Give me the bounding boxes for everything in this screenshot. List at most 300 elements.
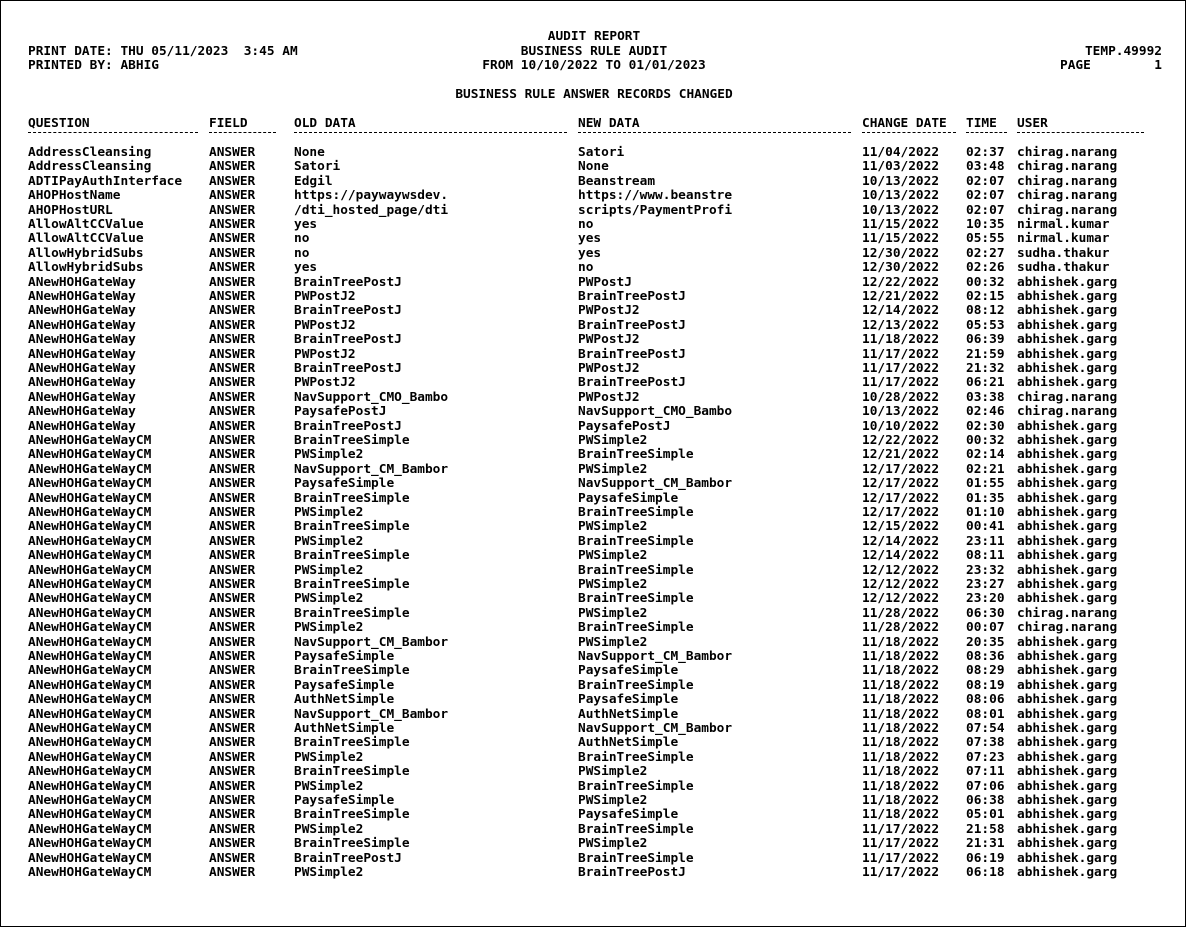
cell-old-data: NavSupport_CM_Bambor xyxy=(294,461,449,477)
cell-field: ANSWER xyxy=(209,519,256,535)
cell-time: 21:58 xyxy=(966,821,1005,837)
cell-time: 08:11 xyxy=(966,548,1005,564)
cell-old-data: PWSimple2 xyxy=(294,821,364,837)
cell-question: ANewHOHGateWayCM xyxy=(28,591,152,607)
cell-old-data: BrainTreeSimple xyxy=(294,548,410,564)
cell-question: AllowHybridSubs xyxy=(28,260,144,276)
cell-old-data: PWSimple2 xyxy=(294,505,364,520)
cell-change-date: 12/14/2022 xyxy=(862,548,940,564)
cell-new-data: BrainTreePostJ xyxy=(578,346,686,362)
cell-new-data: NavSupport_CMO_Bambo xyxy=(578,404,733,420)
cell-new-data: PWPostJ2 xyxy=(578,303,640,319)
cell-user: abhishek.garg xyxy=(1017,850,1118,866)
cell-old-data: Satori xyxy=(294,159,341,175)
cell-user: chirag.narang xyxy=(1017,188,1118,204)
cell-user: abhishek.garg xyxy=(1017,548,1118,564)
cell-time: 21:59 xyxy=(966,346,1005,362)
cell-question: AllowAltCCValue xyxy=(28,231,144,247)
cell-user: abhishek.garg xyxy=(1017,490,1118,506)
cell-new-data: PaysafePostJ xyxy=(578,418,671,434)
cell-old-data: PWSimple2 xyxy=(294,749,364,765)
cell-new-data: BrainTreePostJ xyxy=(578,289,686,304)
cell-field: ANSWER xyxy=(209,793,256,808)
table-row xyxy=(1,607,1185,621)
cell-old-data: PaysafeSimple xyxy=(294,793,395,808)
cell-old-data: BrainTreePostJ xyxy=(294,303,402,319)
cell-change-date: 11/04/2022 xyxy=(862,145,940,160)
cell-new-data: BrainTreeSimple xyxy=(578,677,694,693)
cell-change-date: 11/28/2022 xyxy=(862,605,940,621)
cell-field: ANSWER xyxy=(209,735,256,751)
cell-new-data: BrainTreeSimple xyxy=(578,620,694,636)
table-row xyxy=(1,636,1185,650)
cell-change-date: 10/13/2022 xyxy=(862,202,940,218)
cell-change-date: 11/17/2022 xyxy=(862,821,940,837)
cell-change-date: 10/13/2022 xyxy=(862,188,940,204)
cell-change-date: 12/21/2022 xyxy=(862,447,940,463)
table-row xyxy=(1,722,1185,736)
table-row xyxy=(1,693,1185,707)
cell-field: ANSWER xyxy=(209,807,256,823)
cell-user: abhishek.garg xyxy=(1017,346,1118,362)
column-divider xyxy=(28,132,198,139)
cell-new-data: PaysafeSimple xyxy=(578,807,679,823)
table-row xyxy=(1,780,1185,794)
cell-old-data: PWPostJ2 xyxy=(294,346,356,362)
cell-time: 23:11 xyxy=(966,533,1005,549)
cell-user: sudha.thakur xyxy=(1017,245,1110,261)
cell-field: ANSWER xyxy=(209,418,256,434)
cell-user: abhishek.garg xyxy=(1017,836,1118,852)
cell-user: abhishek.garg xyxy=(1017,749,1118,765)
cell-user: chirag.narang xyxy=(1017,159,1118,175)
cell-time: 05:01 xyxy=(966,807,1005,823)
cell-old-data: BrainTreeSimple xyxy=(294,836,410,852)
table-row xyxy=(1,160,1185,174)
cell-user: abhishek.garg xyxy=(1017,735,1118,751)
cell-user: abhishek.garg xyxy=(1017,375,1118,391)
cell-old-data: /dti_hosted_page/dti xyxy=(294,202,449,218)
cell-user: abhishek.garg xyxy=(1017,476,1118,492)
table-row xyxy=(1,664,1185,678)
cell-field: ANSWER xyxy=(209,173,256,189)
cell-field: ANSWER xyxy=(209,202,256,218)
cell-time: 08:36 xyxy=(966,649,1005,664)
cell-time: 07:11 xyxy=(966,764,1005,780)
cell-new-data: BrainTreeSimple xyxy=(578,821,694,837)
cell-time: 02:21 xyxy=(966,461,1005,477)
cell-new-data: https://www.beanstre xyxy=(578,188,733,204)
cell-time: 06:21 xyxy=(966,375,1005,391)
cell-field: ANSWER xyxy=(209,634,256,650)
column-header-field: FIELD xyxy=(209,116,248,131)
table-row xyxy=(1,852,1185,866)
table-row xyxy=(1,535,1185,549)
cell-question: ANewHOHGateWayCM xyxy=(28,850,152,866)
cell-change-date: 12/17/2022 xyxy=(862,476,940,492)
column-header-time: TIME xyxy=(966,116,997,131)
cell-new-data: NavSupport_CM_Bambor xyxy=(578,649,733,664)
cell-field: ANSWER xyxy=(209,821,256,837)
cell-change-date: 12/14/2022 xyxy=(862,533,940,549)
cell-time: 21:31 xyxy=(966,836,1005,852)
cell-old-data: BrainTreeSimple xyxy=(294,807,410,823)
cell-user: abhishek.garg xyxy=(1017,562,1118,578)
cell-new-data: BrainTreeSimple xyxy=(578,447,694,463)
table-row xyxy=(1,333,1185,347)
date-range: FROM 10/10/2022 TO 01/01/2023 xyxy=(482,58,706,73)
cell-field: ANSWER xyxy=(209,289,256,304)
cell-time: 06:30 xyxy=(966,605,1005,621)
cell-question: ANewHOHGateWay xyxy=(28,404,136,420)
cell-old-data: BrainTreeSimple xyxy=(294,433,410,448)
cell-field: ANSWER xyxy=(209,865,256,880)
table-row xyxy=(1,823,1185,837)
cell-time: 08:01 xyxy=(966,706,1005,722)
section-title: BUSINESS RULE ANSWER RECORDS CHANGED xyxy=(455,87,733,102)
table-row xyxy=(1,376,1185,390)
cell-user: abhishek.garg xyxy=(1017,778,1118,794)
cell-new-data: Satori xyxy=(578,145,625,160)
cell-field: ANSWER xyxy=(209,404,256,420)
cell-new-data: AuthNetSimple xyxy=(578,706,679,722)
table-row xyxy=(1,808,1185,822)
cell-field: ANSWER xyxy=(209,677,256,693)
cell-user: chirag.narang xyxy=(1017,145,1118,160)
cell-change-date: 12/17/2022 xyxy=(862,461,940,477)
table-row xyxy=(1,434,1185,448)
cell-time: 02:26 xyxy=(966,260,1005,276)
cell-change-date: 11/17/2022 xyxy=(862,850,940,866)
cell-user: abhishek.garg xyxy=(1017,505,1118,520)
cell-change-date: 12/12/2022 xyxy=(862,562,940,578)
cell-question: ANewHOHGateWay xyxy=(28,332,136,348)
cell-user: abhishek.garg xyxy=(1017,649,1118,664)
cell-time: 02:07 xyxy=(966,173,1005,189)
cell-question: ANewHOHGateWay xyxy=(28,317,136,333)
cell-time: 23:32 xyxy=(966,562,1005,578)
cell-new-data: BrainTreePostJ xyxy=(578,317,686,333)
report-subtitle: BUSINESS RULE AUDIT xyxy=(520,44,668,59)
cell-time: 06:38 xyxy=(966,793,1005,808)
cell-change-date: 11/18/2022 xyxy=(862,764,940,780)
cell-question: AHOPHostName xyxy=(28,188,121,204)
cell-time: 03:48 xyxy=(966,159,1005,175)
cell-old-data: no xyxy=(294,245,310,261)
table-row xyxy=(1,679,1185,693)
cell-change-date: 11/03/2022 xyxy=(862,159,940,175)
cell-time: 02:15 xyxy=(966,289,1005,304)
cell-question: AllowHybridSubs xyxy=(28,245,144,261)
cell-question: ANewHOHGateWayCM xyxy=(28,735,152,751)
cell-new-data: Beanstream xyxy=(578,173,656,189)
column-divider xyxy=(966,132,1007,139)
table-row xyxy=(1,592,1185,606)
cell-time: 23:27 xyxy=(966,577,1005,592)
cell-field: ANSWER xyxy=(209,375,256,391)
cell-question: ADTIPayAuthInterface xyxy=(28,173,183,189)
table-row xyxy=(1,866,1185,880)
cell-question: ANewHOHGateWayCM xyxy=(28,649,152,664)
table-row xyxy=(1,348,1185,362)
page-number: 1 xyxy=(1154,58,1162,73)
table-row xyxy=(1,218,1185,232)
cell-old-data: BrainTreeSimple xyxy=(294,519,410,535)
cell-old-data: PaysafePostJ xyxy=(294,404,387,420)
cell-question: ANewHOHGateWayCM xyxy=(28,677,152,693)
cell-user: abhishek.garg xyxy=(1017,764,1118,780)
cell-old-data: no xyxy=(294,231,310,247)
cell-field: ANSWER xyxy=(209,231,256,247)
cell-question: ANewHOHGateWayCM xyxy=(28,461,152,477)
cell-old-data: NavSupport_CM_Bambor xyxy=(294,634,449,650)
cell-new-data: yes xyxy=(578,231,602,247)
cell-change-date: 11/18/2022 xyxy=(862,677,940,693)
table-row xyxy=(1,549,1185,563)
table-row xyxy=(1,463,1185,477)
cell-user: abhishek.garg xyxy=(1017,692,1118,708)
table-row xyxy=(1,391,1185,405)
cell-time: 23:20 xyxy=(966,591,1005,607)
cell-old-data: AuthNetSimple xyxy=(294,692,395,708)
cell-old-data: BrainTreePostJ xyxy=(294,850,402,866)
cell-field: ANSWER xyxy=(209,749,256,765)
cell-time: 07:23 xyxy=(966,749,1005,765)
cell-field: ANSWER xyxy=(209,461,256,477)
cell-question: ANewHOHGateWayCM xyxy=(28,490,152,506)
cell-new-data: BrainTreePostJ xyxy=(578,375,686,391)
cell-old-data: BrainTreeSimple xyxy=(294,577,410,592)
cell-time: 02:46 xyxy=(966,404,1005,420)
table-row xyxy=(1,794,1185,808)
cell-question: ANewHOHGateWayCM xyxy=(28,519,152,535)
cell-change-date: 12/17/2022 xyxy=(862,505,940,520)
report-id: TEMP.49992 xyxy=(1084,44,1162,59)
table-row xyxy=(1,564,1185,578)
cell-change-date: 11/18/2022 xyxy=(862,692,940,708)
cell-user: abhishek.garg xyxy=(1017,821,1118,837)
cell-field: ANSWER xyxy=(209,260,256,276)
cell-field: ANSWER xyxy=(209,706,256,722)
table-row xyxy=(1,175,1185,189)
cell-new-data: PWSimple2 xyxy=(578,461,648,477)
cell-question: ANewHOHGateWay xyxy=(28,418,136,434)
table-row xyxy=(1,650,1185,664)
cell-user: abhishek.garg xyxy=(1017,591,1118,607)
table-row xyxy=(1,146,1185,160)
cell-user: abhishek.garg xyxy=(1017,418,1118,434)
cell-user: abhishek.garg xyxy=(1017,274,1118,290)
cell-question: ANewHOHGateWay xyxy=(28,346,136,362)
printed-by: PRINTED BY: ABHIG xyxy=(28,58,159,73)
table-row xyxy=(1,405,1185,419)
cell-old-data: PWSimple2 xyxy=(294,562,364,578)
table-row xyxy=(1,448,1185,462)
cell-change-date: 12/22/2022 xyxy=(862,274,940,290)
table-row xyxy=(1,736,1185,750)
cell-field: ANSWER xyxy=(209,317,256,333)
cell-time: 02:37 xyxy=(966,145,1005,160)
cell-new-data: None xyxy=(578,159,609,175)
cell-old-data: https://paywaywsdev. xyxy=(294,188,449,204)
cell-old-data: PWSimple2 xyxy=(294,447,364,463)
cell-change-date: 11/18/2022 xyxy=(862,735,940,751)
cell-change-date: 10/13/2022 xyxy=(862,404,940,420)
cell-field: ANSWER xyxy=(209,188,256,204)
cell-new-data: PWPostJ2 xyxy=(578,389,640,405)
cell-question: ANewHOHGateWayCM xyxy=(28,505,152,520)
cell-question: ANewHOHGateWayCM xyxy=(28,807,152,823)
cell-change-date: 12/30/2022 xyxy=(862,260,940,276)
cell-change-date: 12/12/2022 xyxy=(862,577,940,592)
cell-field: ANSWER xyxy=(209,245,256,261)
cell-old-data: NavSupport_CMO_Bambo xyxy=(294,389,449,405)
cell-user: nirmal.kumar xyxy=(1017,231,1110,247)
column-divider xyxy=(294,132,567,139)
column-header-change-date: CHANGE DATE xyxy=(862,116,947,131)
cell-user: chirag.narang xyxy=(1017,202,1118,218)
table-row xyxy=(1,247,1185,261)
cell-question: ANewHOHGateWayCM xyxy=(28,778,152,794)
cell-change-date: 12/17/2022 xyxy=(862,490,940,506)
column-header-question: QUESTION xyxy=(28,116,90,131)
cell-time: 00:41 xyxy=(966,519,1005,535)
cell-field: ANSWER xyxy=(209,433,256,448)
cell-time: 00:32 xyxy=(966,433,1005,448)
cell-field: ANSWER xyxy=(209,577,256,592)
table-row xyxy=(1,189,1185,203)
table-row xyxy=(1,506,1185,520)
cell-question: AddressCleansing xyxy=(28,145,152,160)
cell-question: ANewHOHGateWayCM xyxy=(28,605,152,621)
cell-change-date: 11/15/2022 xyxy=(862,231,940,247)
cell-field: ANSWER xyxy=(209,692,256,708)
cell-old-data: BrainTreeSimple xyxy=(294,605,410,621)
cell-time: 20:35 xyxy=(966,634,1005,650)
cell-user: abhishek.garg xyxy=(1017,519,1118,535)
cell-field: ANSWER xyxy=(209,605,256,621)
cell-time: 08:06 xyxy=(966,692,1005,708)
cell-user: chirag.narang xyxy=(1017,389,1118,405)
cell-new-data: PWSimple2 xyxy=(578,793,648,808)
cell-time: 03:38 xyxy=(966,389,1005,405)
cell-old-data: PWSimple2 xyxy=(294,778,364,794)
table-row xyxy=(1,477,1185,491)
cell-time: 05:55 xyxy=(966,231,1005,247)
cell-old-data: PWSimple2 xyxy=(294,865,364,880)
cell-time: 06:19 xyxy=(966,850,1005,866)
table-row xyxy=(1,204,1185,218)
cell-field: ANSWER xyxy=(209,217,256,232)
cell-new-data: scripts/PaymentProfi xyxy=(578,202,733,218)
cell-time: 08:12 xyxy=(966,303,1005,319)
cell-new-data: PWPostJ2 xyxy=(578,361,640,376)
cell-time: 02:30 xyxy=(966,418,1005,434)
cell-new-data: BrainTreeSimple xyxy=(578,562,694,578)
cell-new-data: BrainTreePostJ xyxy=(578,865,686,880)
cell-old-data: yes xyxy=(294,217,318,232)
cell-time: 07:54 xyxy=(966,721,1005,736)
cell-field: ANSWER xyxy=(209,159,256,175)
cell-field: ANSWER xyxy=(209,490,256,506)
cell-user: abhishek.garg xyxy=(1017,289,1118,304)
cell-user: chirag.narang xyxy=(1017,173,1118,189)
column-divider xyxy=(862,132,956,139)
cell-user: abhishek.garg xyxy=(1017,317,1118,333)
cell-change-date: 11/18/2022 xyxy=(862,778,940,794)
cell-question: ANewHOHGateWayCM xyxy=(28,793,152,808)
cell-old-data: PaysafeSimple xyxy=(294,476,395,492)
table-row xyxy=(1,261,1185,275)
cell-time: 01:55 xyxy=(966,476,1005,492)
cell-old-data: PaysafeSimple xyxy=(294,649,395,664)
cell-old-data: PaysafeSimple xyxy=(294,677,395,693)
cell-question: ANewHOHGateWayCM xyxy=(28,562,152,578)
table-row xyxy=(1,319,1185,333)
cell-user: abhishek.garg xyxy=(1017,361,1118,376)
cell-change-date: 12/12/2022 xyxy=(862,591,940,607)
table-row xyxy=(1,362,1185,376)
cell-new-data: PWPostJ xyxy=(578,274,632,290)
cell-new-data: PWSimple2 xyxy=(578,548,648,564)
cell-change-date: 12/22/2022 xyxy=(862,433,940,448)
cell-new-data: NavSupport_CM_Bambor xyxy=(578,721,733,736)
column-header-new-data: NEW DATA xyxy=(578,116,640,131)
cell-change-date: 12/30/2022 xyxy=(862,245,940,261)
column-divider xyxy=(1017,132,1144,139)
cell-old-data: NavSupport_CM_Bambor xyxy=(294,706,449,722)
table-row xyxy=(1,492,1185,506)
cell-change-date: 12/15/2022 xyxy=(862,519,940,535)
cell-question: ANewHOHGateWayCM xyxy=(28,706,152,722)
cell-change-date: 10/13/2022 xyxy=(862,173,940,189)
cell-question: ANewHOHGateWayCM xyxy=(28,865,152,880)
cell-old-data: PWPostJ2 xyxy=(294,317,356,333)
cell-user: chirag.narang xyxy=(1017,620,1118,636)
cell-old-data: BrainTreeSimple xyxy=(294,735,410,751)
cell-change-date: 11/17/2022 xyxy=(862,375,940,391)
cell-time: 08:19 xyxy=(966,677,1005,693)
cell-new-data: PWSimple2 xyxy=(578,836,648,852)
cell-field: ANSWER xyxy=(209,778,256,794)
cell-time: 05:53 xyxy=(966,317,1005,333)
table-row xyxy=(1,621,1185,635)
table-row xyxy=(1,708,1185,722)
cell-change-date: 12/21/2022 xyxy=(862,289,940,304)
cell-user: abhishek.garg xyxy=(1017,461,1118,477)
cell-new-data: no xyxy=(578,260,594,276)
cell-question: ANewHOHGateWayCM xyxy=(28,764,152,780)
cell-question: ANewHOHGateWay xyxy=(28,303,136,319)
cell-old-data: BrainTreeSimple xyxy=(294,663,410,679)
cell-question: AddressCleansing xyxy=(28,159,152,175)
cell-time: 02:07 xyxy=(966,188,1005,204)
cell-question: ANewHOHGateWay xyxy=(28,361,136,376)
cell-time: 01:10 xyxy=(966,505,1005,520)
cell-time: 02:27 xyxy=(966,245,1005,261)
cell-question: ANewHOHGateWayCM xyxy=(28,476,152,492)
cell-change-date: 11/28/2022 xyxy=(862,620,940,636)
cell-question: ANewHOHGateWayCM xyxy=(28,533,152,549)
cell-field: ANSWER xyxy=(209,620,256,636)
cell-question: ANewHOHGateWayCM xyxy=(28,663,152,679)
page-label: PAGE xyxy=(1060,58,1091,73)
cell-question: ANewHOHGateWay xyxy=(28,289,136,304)
cell-user: abhishek.garg xyxy=(1017,447,1118,463)
cell-new-data: PWSimple2 xyxy=(578,577,648,592)
cell-new-data: BrainTreeSimple xyxy=(578,533,694,549)
cell-time: 06:39 xyxy=(966,332,1005,348)
